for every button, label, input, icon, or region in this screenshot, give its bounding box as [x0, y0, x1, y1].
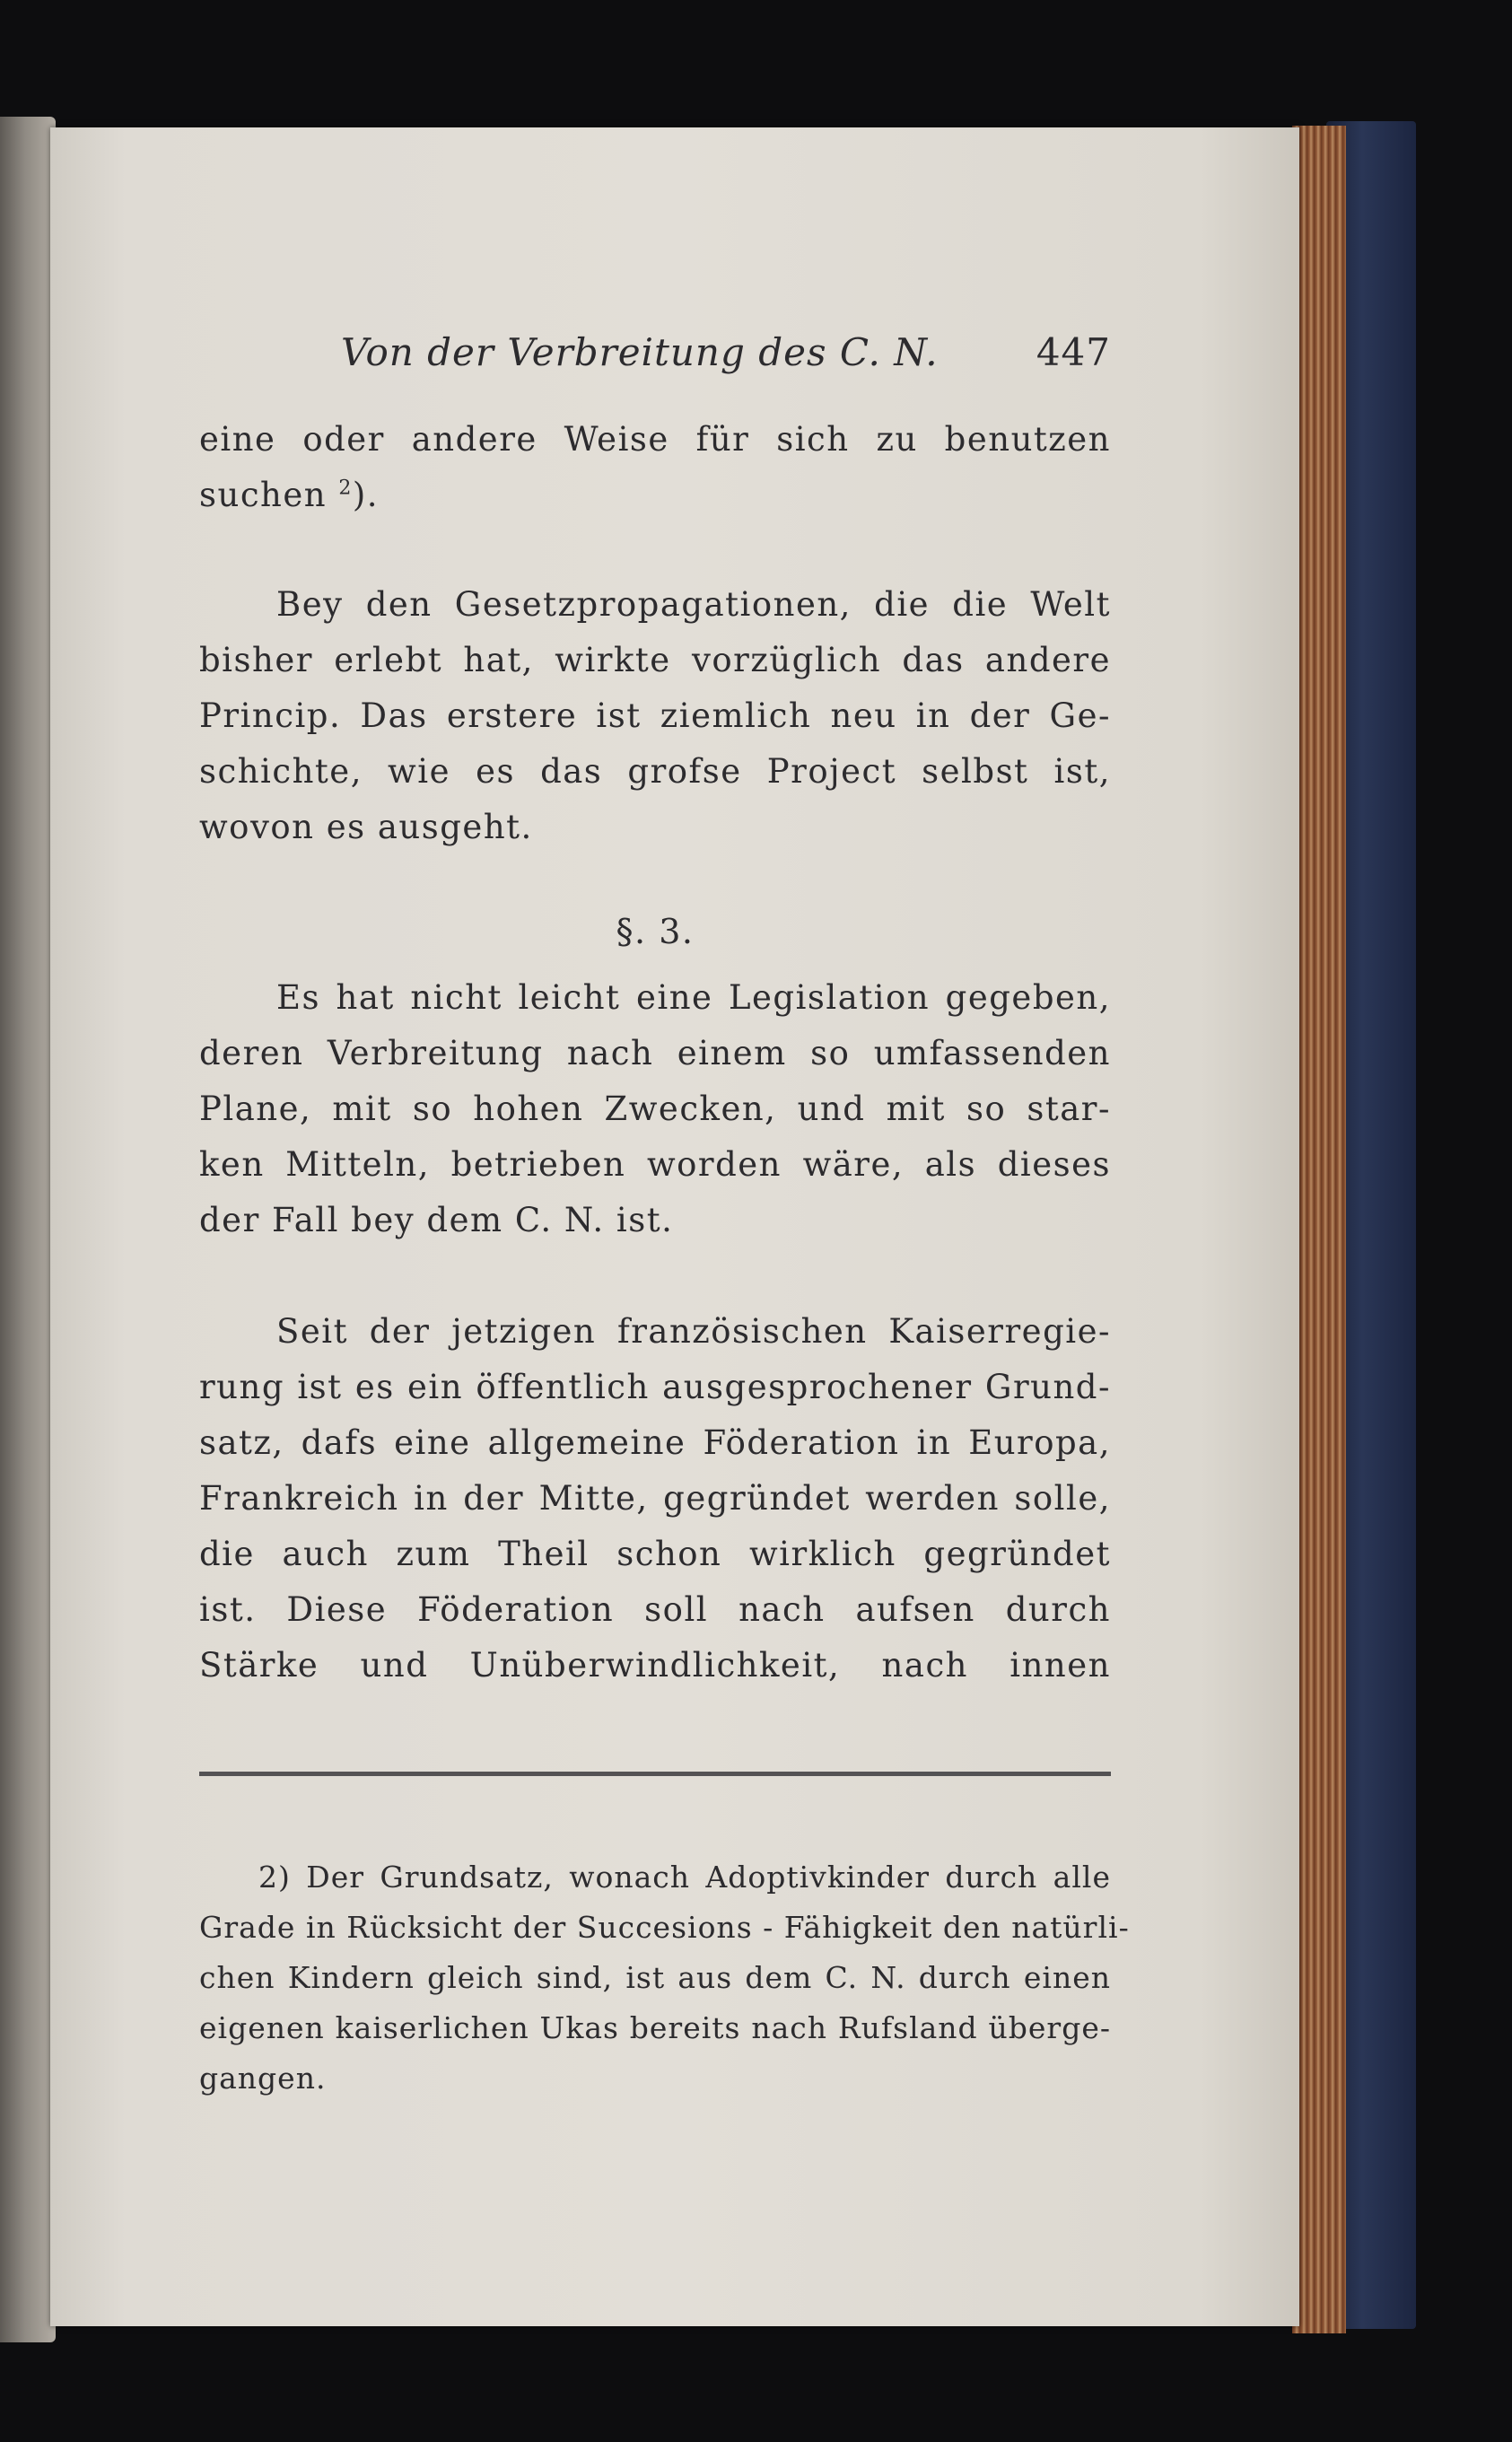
text-line: Stärke und Unüberwindlichkeit, nach innen — [199, 1646, 1111, 1685]
text-line: bisher erlebt hat, wirkte vorzüglich das andere — [199, 641, 1111, 679]
text-segment: suchen — [199, 476, 328, 514]
text-line: ken Mitteln, betrieben worden wäre, als dieses — [199, 1145, 1111, 1184]
footnote-line: 2) Der Grundsatz, wonach Adoptivkinder durch alle — [258, 1860, 1111, 1895]
text-line — [199, 476, 1111, 515]
text-line: Plane, mit so hohen Zwecken, und mit so star- — [199, 1090, 1111, 1128]
page-fore-edge — [1292, 126, 1346, 2333]
text-line: Frankreich in der Mitte, gegründet werden solle, — [199, 1479, 1111, 1518]
text-line: der Fall bey dem C. N. ist. — [199, 1201, 674, 1239]
text-line: die auch zum Theil schon wirklich gegründet — [199, 1535, 1111, 1573]
footnote-line: Grade in Rücksicht der Succesions - Fähigkeit den natürli- — [199, 1910, 1130, 1945]
footnote-line: gangen. — [199, 2061, 327, 2096]
page-number: 447 — [1036, 330, 1111, 374]
text-line: Seit der jetzigen französischen Kaiserregie- — [276, 1312, 1111, 1351]
text-line: satz, dafs eine allgemeine Föderation in Europa, — [199, 1423, 1111, 1462]
text-segment: ). — [352, 476, 380, 514]
footnote-mark: 2 — [338, 477, 353, 500]
text-line: eine oder andere Weise für sich zu benutzen — [199, 420, 1111, 459]
footnote-line: chen Kindern gleich sind, ist aus dem C. N. durch einen — [199, 1960, 1111, 1995]
text-line: Es hat nicht leicht eine Legislation gegeben, — [276, 978, 1111, 1017]
text-line: Princip. Das erstere ist ziemlich neu in der Ge- — [199, 696, 1111, 735]
text-line: wovon es ausgeht. — [199, 808, 533, 846]
footnote-rule — [199, 1772, 1111, 1776]
text-line: Bey den Gesetzpropagationen, die die Welt — [276, 585, 1111, 624]
text-line: schichte, wie es das grofse Project selbst ist, — [199, 752, 1111, 791]
section-heading: §. 3. — [616, 912, 695, 951]
text-line: rung ist es ein öffentlich ausgesprochener Grund- — [199, 1368, 1111, 1406]
text-line: ist. Diese Föderation soll nach aufsen durch — [199, 1590, 1111, 1629]
facing-page-edge — [0, 117, 56, 2342]
text-line: deren Verbreitung nach einem so umfassenden — [199, 1034, 1111, 1072]
running-head-title: Von der Verbreitung des C. N. — [341, 330, 939, 374]
footnote-line: eigenen kaiserlichen Ukas bereits nach Rufsland überge- — [199, 2010, 1111, 2045]
